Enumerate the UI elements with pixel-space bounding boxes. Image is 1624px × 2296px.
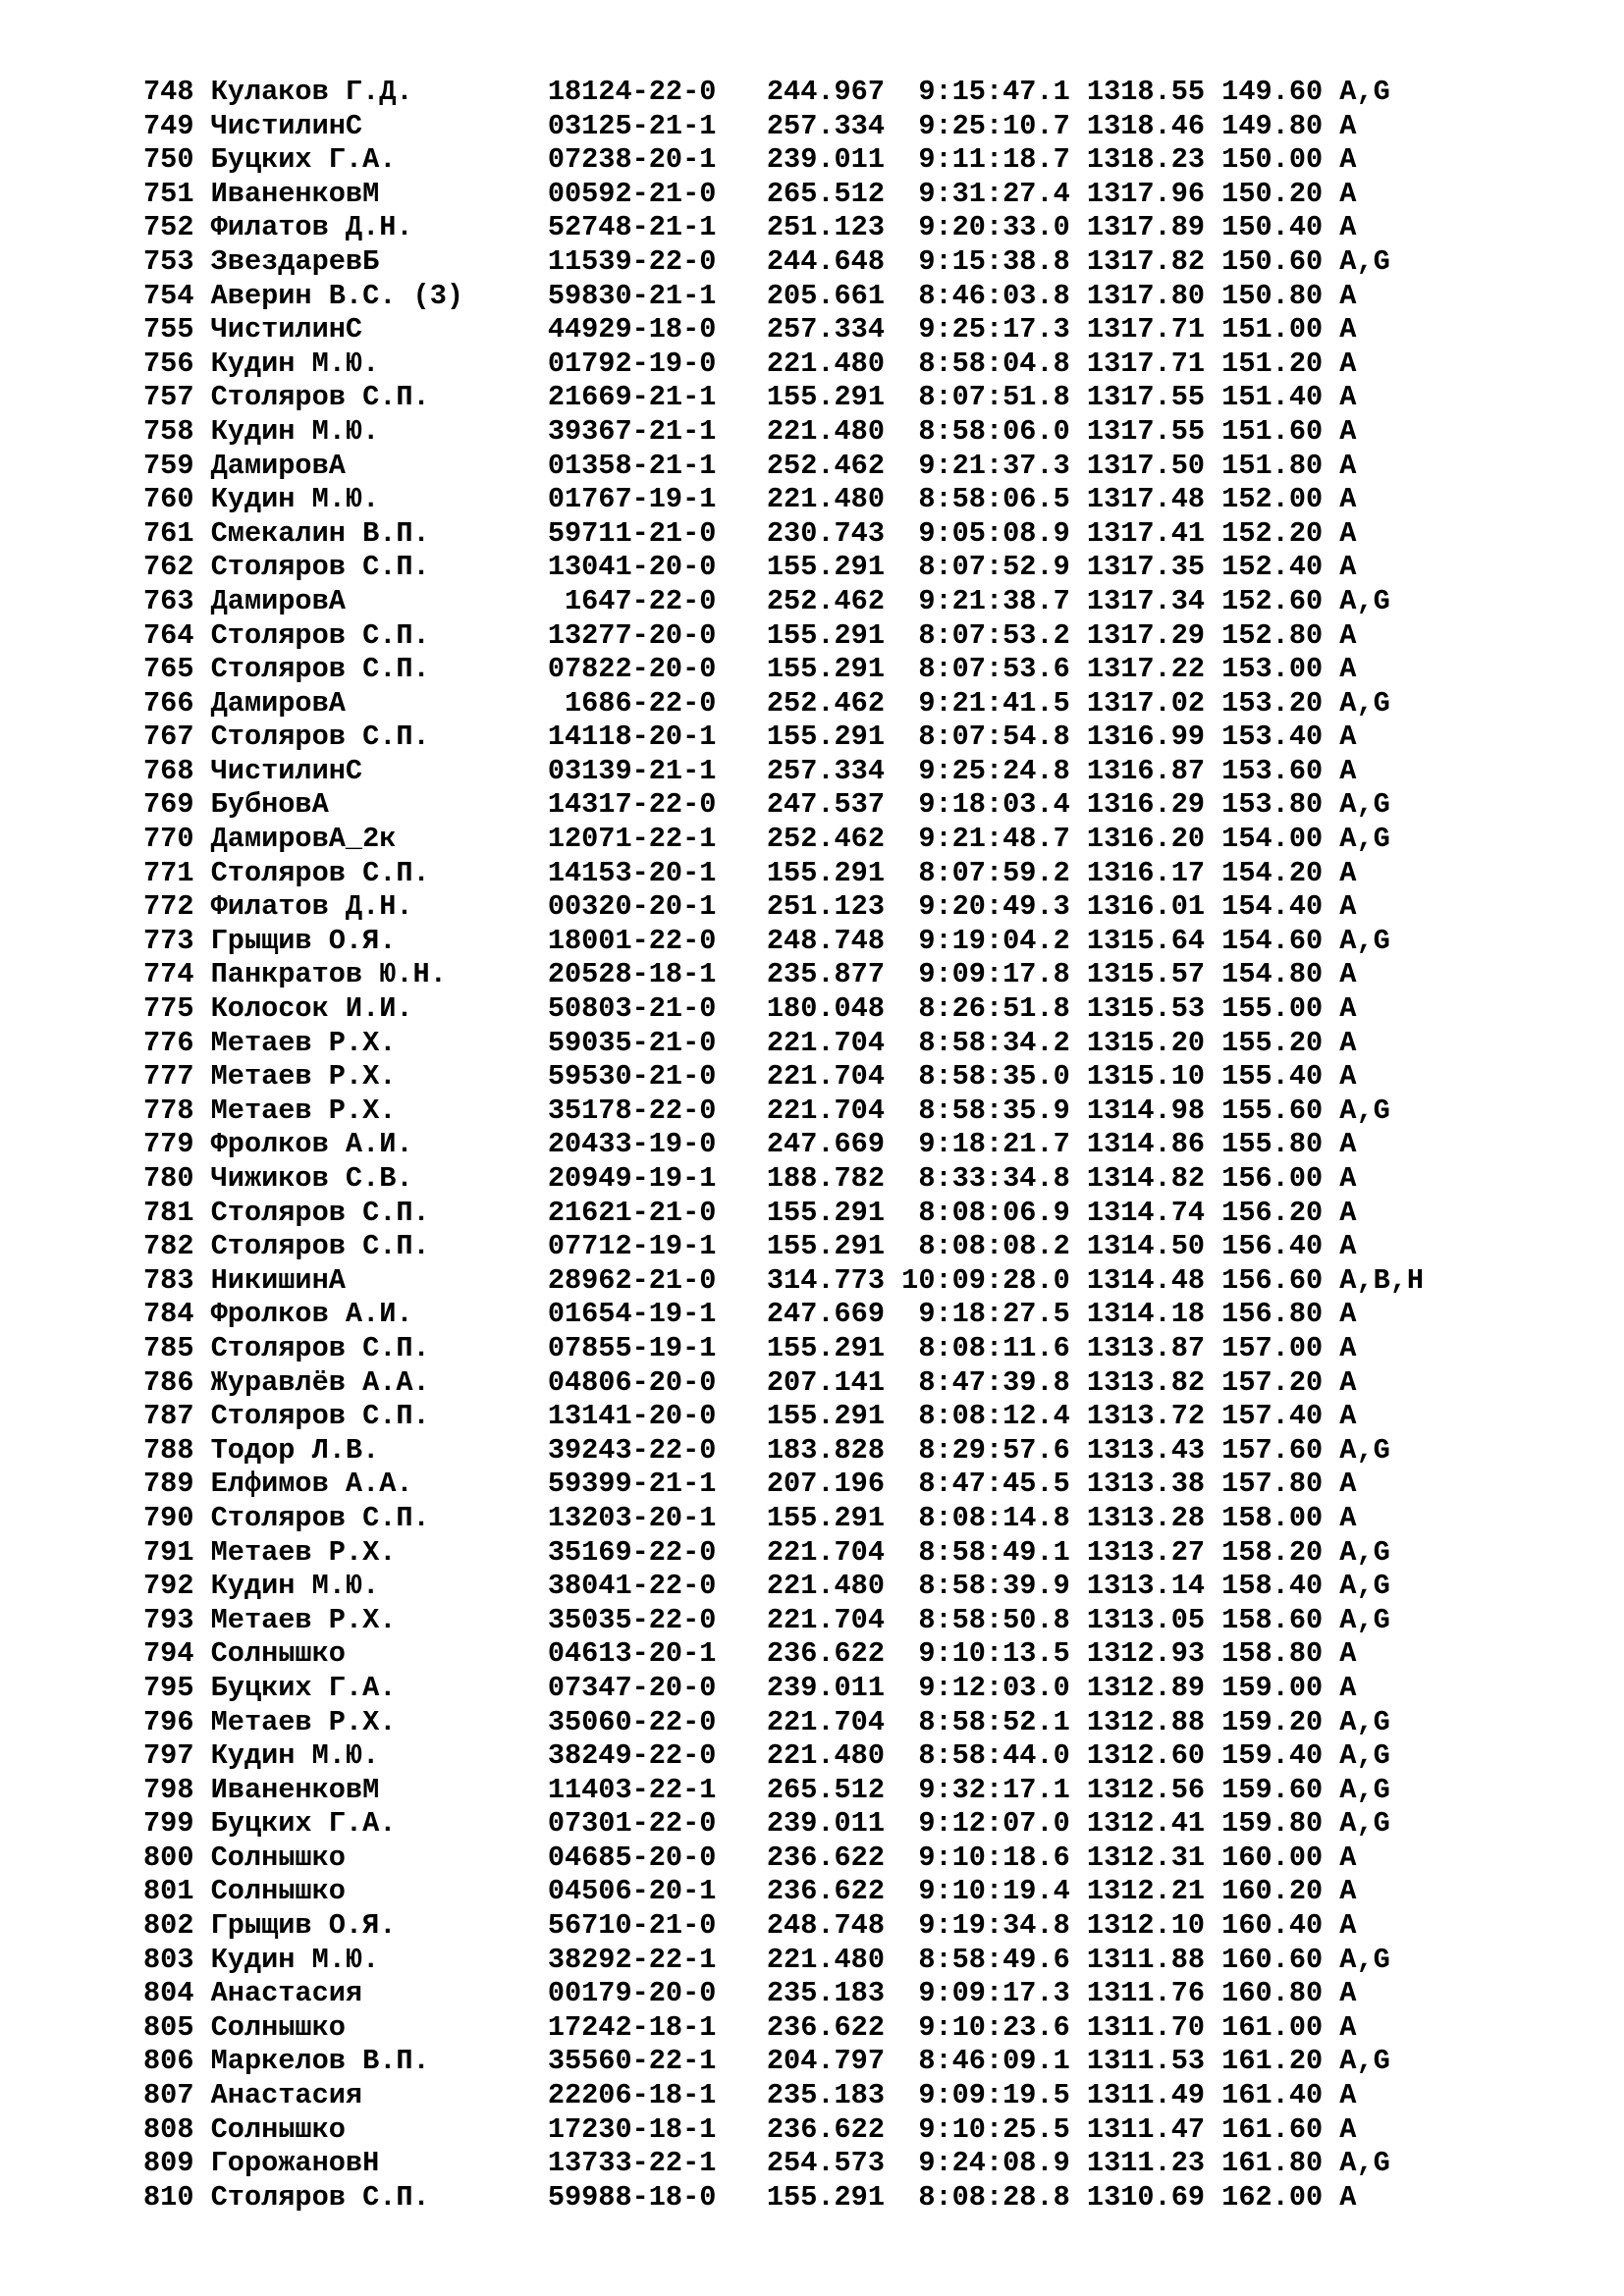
- result-row: 765 Столяров С.П. 07822-20-0 155.291 8:07:53.6 1317.22 153.00 A: [143, 653, 1357, 686]
- result-row: 755 ЧистилинС 44929-18-0 257.334 9:25:17.3 1317.71 151.00 A: [143, 313, 1357, 347]
- result-row: 790 Столяров С.П. 13203-20-1 155.291 8:08:14.8 1313.28 158.00 A: [143, 1501, 1357, 1534]
- result-row: 792 Кудин М.Ю. 38041-22-0 221.480 8:58:39.9 1313.14 158.40 A,G: [143, 1570, 1390, 1603]
- result-row: 770 ДамировА_2к 12071-22-1 252.462 9:21:48.7 1316.20 154.00 A,G: [143, 823, 1390, 856]
- result-row: 760 Кудин М.Ю. 01767-19-1 221.480 8:58:06.5 1317.48 152.00 A: [143, 483, 1357, 516]
- result-row: 762 Столяров С.П. 13041-20-0 155.291 8:07:52.9 1317.35 152.40 A: [143, 551, 1357, 584]
- result-row: 776 Метаев Р.Х. 59035-21-0 221.704 8:58:34.2 1315.20 155.20 A: [143, 1026, 1357, 1059]
- result-row: 751 ИваненковМ 00592-21-0 265.512 9:31:27.4 1317.96 150.20 A: [143, 177, 1357, 210]
- result-row: 761 Смекалин В.П. 59711-21-0 230.743 9:05:08.9 1317.41 152.20 A: [143, 516, 1357, 550]
- result-row: 756 Кудин М.Ю. 01792-19-0 221.480 8:58:04.8 1317.71 151.20 A: [143, 347, 1357, 380]
- result-row: 775 Колосок И.И. 50803-21-0 180.048 8:26:51.8 1315.53 155.00 A: [143, 992, 1357, 1026]
- result-row: 803 Кудин М.Ю. 38292-22-1 221.480 8:58:49.6 1311.88 160.60 A,G: [143, 1943, 1390, 1976]
- result-row: 748 Кулаков Г.Д. 18124-22-0 244.967 9:15:47.1 1318.55 149.60 A,G: [143, 76, 1390, 108]
- results-list: [143, 76, 1424, 2215]
- result-row: 771 Столяров С.П. 14153-20-1 155.291 8:07:59.2 1316.17 154.20 A: [143, 856, 1357, 889]
- result-row: 773 Грыщив О.Я. 18001-22-0 248.748 9:19:04.2 1315.64 154.60 A,G: [143, 924, 1390, 957]
- result-row: 772 Филатов Д.Н. 00320-20-1 251.123 9:20:49.3 1316.01 154.40 A: [143, 890, 1357, 924]
- result-row: 796 Метаев Р.Х. 35060-22-0 221.704 8:58:52.1 1312.88 159.20 A,G: [143, 1705, 1390, 1738]
- result-row: 750 Буцких Г.А. 07238-20-1 239.011 9:11:18.7 1318.23 150.00 A: [143, 143, 1357, 177]
- result-row: 789 Елфимов А.А. 59399-21-1 207.196 8:47:45.5 1313.38 157.80 A: [143, 1468, 1357, 1501]
- result-row: 764 Столяров С.П. 13277-20-0 155.291 8:07:53.2 1317.29 152.80 A: [143, 618, 1357, 652]
- result-row: 807 Анастасия 22206-18-1 235.183 9:09:19.5 1311.49 161.40 A: [143, 2079, 1357, 2112]
- result-row: 757 Столяров С.П. 21669-21-1 155.291 8:07:51.8 1317.55 151.40 A: [143, 381, 1357, 414]
- result-row: 802 Грыщив О.Я. 56710-21-0 248.748 9:19:34.8 1312.10 160.40 A: [143, 1909, 1357, 1943]
- result-row: 763 ДамировА 1647-22-0 252.462 9:21:38.7 1317.34 152.60 A,G: [143, 584, 1390, 617]
- result-row: 778 Метаев Р.Х. 35178-22-0 221.704 8:58:35.9 1314.98 155.60 A,G: [143, 1094, 1390, 1127]
- result-row: 784 Фролков А.И. 01654-19-1 247.669 9:18:27.5 1314.18 156.80 A: [143, 1298, 1357, 1331]
- result-row: 767 Столяров С.П. 14118-20-1 155.291 8:07:54.8 1316.99 153.40 A: [143, 721, 1357, 754]
- result-row: 769 БубновА 14317-22-0 247.537 9:18:03.4 1316.29 153.80 A,G: [143, 788, 1390, 822]
- result-row: 749 ЧистилинС 03125-21-1 257.334 9:25:10.7 1318.46 149.80 A: [143, 109, 1357, 142]
- result-row: 781 Столяров С.П. 21621-21-0 155.291 8:08:06.9 1314.74 156.20 A: [143, 1196, 1357, 1229]
- result-row: 759 ДамировА 01358-21-1 252.462 9:21:37.3 1317.50 151.80 A: [143, 449, 1357, 482]
- result-row: 797 Кудин М.Ю. 38249-22-0 221.480 8:58:44.0 1312.60 159.40 A,G: [143, 1739, 1390, 1773]
- result-row: 785 Столяров С.П. 07855-19-1 155.291 8:08:11.6 1313.87 157.00 A: [143, 1331, 1357, 1364]
- result-row: 801 Солнышко 04506-20-1 236.622 9:10:19.4 1312.21 160.20 A: [143, 1875, 1357, 1908]
- result-row: 777 Метаев Р.Х. 59530-21-0 221.704 8:58:35.0 1315.10 155.40 A: [143, 1060, 1357, 1094]
- result-row: 810 Столяров С.П. 59988-18-0 155.291 8:08:28.8 1310.69 162.00 A: [143, 2180, 1357, 2214]
- result-row: 787 Столяров С.П. 13141-20-0 155.291 8:08:12.4 1313.72 157.40 A: [143, 1400, 1357, 1433]
- result-row: 809 ГорожановН 13733-22-1 254.573 9:24:08.9 1311.23 161.80 A,G: [143, 2147, 1390, 2180]
- result-row: 774 Панкратов Ю.Н. 20528-18-1 235.877 9:09:17.8 1315.57 154.80 A: [143, 958, 1357, 991]
- result-row: 786 Журавлёв А.А. 04806-20-0 207.141 8:47:39.8 1313.82 157.20 A: [143, 1365, 1357, 1399]
- result-row: 768 ЧистилинС 03139-21-1 257.334 9:25:24.8 1316.87 153.60 A: [143, 754, 1357, 787]
- result-row: 794 Солнышко 04613-20-1 236.622 9:10:13.5 1312.93 158.80 A: [143, 1637, 1357, 1671]
- result-row: 758 Кудин М.Ю. 39367-21-1 221.480 8:58:06.0 1317.55 151.60 A: [143, 414, 1357, 448]
- result-row: 753 ЗвездаревБ 11539-22-0 244.648 9:15:38.8 1317.82 150.60 A,G: [143, 244, 1390, 278]
- result-row: 766 ДамировА 1686-22-0 252.462 9:21:41.5 1317.02 153.20 A,G: [143, 686, 1390, 720]
- result-row: 754 Аверин В.С. (3) 59830-21-1 205.661 8:46:03.8 1317.80 150.80 A: [143, 279, 1357, 312]
- result-row: 752 Филатов Д.Н. 52748-21-1 251.123 9:20:33.0 1317.89 150.40 A: [143, 211, 1357, 244]
- result-row: 798 ИваненковМ 11403-22-1 265.512 9:32:17.1 1312.56 159.60 A,G: [143, 1773, 1390, 1806]
- result-row: 795 Буцких Г.А. 07347-20-0 239.011 9:12:03.0 1312.89 159.00 A: [143, 1671, 1357, 1704]
- result-row: 808 Солнышко 17230-18-1 236.622 9:10:25.5 1311.47 161.60 A: [143, 2112, 1357, 2146]
- result-row: 783 НикишинА 28962-21-0 314.773 10:09:28.0 1314.48 156.60 A,B,H: [143, 1263, 1425, 1297]
- result-row: 782 Столяров С.П. 07712-19-1 155.291 8:08:08.2 1314.50 156.40 A: [143, 1230, 1357, 1263]
- result-row: 791 Метаев Р.Х. 35169-22-0 221.704 8:58:49.1 1313.27 158.20 A,G: [143, 1535, 1390, 1569]
- result-row: 800 Солнышко 04685-20-0 236.622 9:10:18.6 1312.31 160.00 A: [143, 1841, 1357, 1874]
- result-row: 788 Тодор Л.В. 39243-22-0 183.828 8:29:57.6 1313.43 157.60 A,G: [143, 1433, 1390, 1467]
- result-row: 779 Фролков А.И. 20433-19-0 247.669 9:18:21.7 1314.86 155.80 A: [143, 1128, 1357, 1161]
- result-row: 806 Маркелов В.П. 35560-22-1 204.797 8:46:09.1 1311.53 161.20 A,G: [143, 2045, 1390, 2078]
- result-row: 805 Солнышко 17242-18-1 236.622 9:10:23.6 1311.70 161.00 A: [143, 2010, 1357, 2044]
- result-row: 780 Чижиков С.В. 20949-19-1 188.782 8:33:34.8 1314.82 156.00 A: [143, 1162, 1357, 1195]
- result-row: 799 Буцких Г.А. 07301-22-0 239.011 9:12:07.0 1312.41 159.80 A,G: [143, 1807, 1390, 1841]
- result-row: 804 Анастасия 00179-20-0 235.183 9:09:17.3 1311.76 160.80 A: [143, 1977, 1357, 2010]
- result-row: 793 Метаев Р.Х. 35035-22-0 221.704 8:58:50.8 1313.05 158.60 A,G: [143, 1603, 1390, 1636]
